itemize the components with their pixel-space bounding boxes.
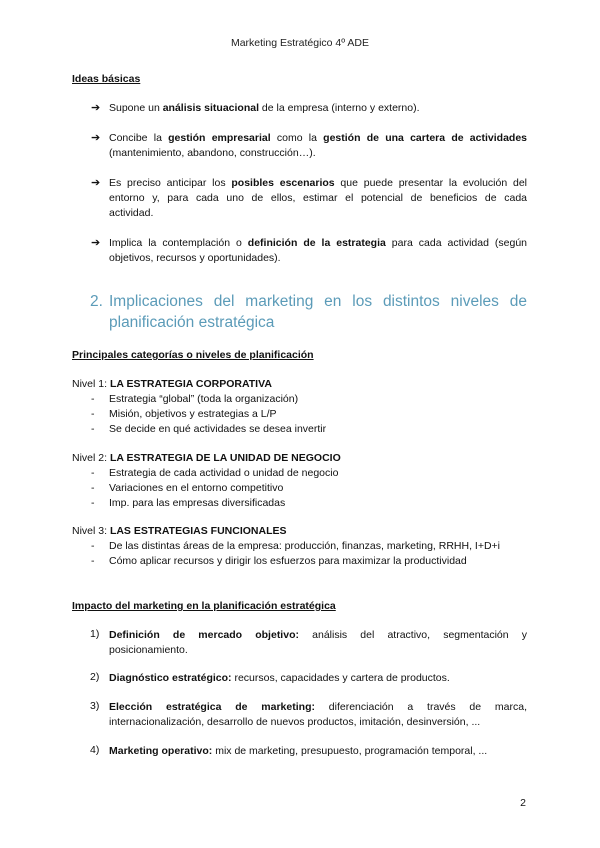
impacto-item-2: Diagnóstico estratégico: recursos, capacidades y cartera de productos. <box>109 672 450 684</box>
impacto-heading: Impacto del marketing en la planificación estratégica <box>72 600 336 612</box>
dash-icon: - <box>91 393 95 405</box>
arrow-bullet-icon: ➔ <box>91 237 101 249</box>
section-number: 2. <box>90 293 103 310</box>
list-number: 3) <box>90 700 100 712</box>
level-1-item: Se decide en qué actividades se desea invertir <box>109 423 327 435</box>
impacto-item-3: Elección estratégica de marketing: diferenciación a través de marca, internacionalización, desarrollo de nuevos productos, imitación, desinversión, ... <box>109 701 527 728</box>
level-2-item: Variaciones en el entorno competitivo <box>109 482 284 494</box>
dash-icon: - <box>91 497 95 509</box>
list-number: 4) <box>90 744 100 756</box>
level-3-title: Nivel 3: LAS ESTRATEGIAS FUNCIONALES <box>72 525 287 537</box>
idea-bullet-2: Concibe la gestión empresarial como la gestión de una cartera de actividades (mantenimiento, abandono, construcción…). <box>109 132 527 159</box>
list-number: 1) <box>90 628 100 640</box>
page-number: 2 <box>520 797 526 809</box>
level-2-item: Imp. para las empresas diversificadas <box>109 497 286 509</box>
dash-icon: - <box>91 482 95 494</box>
level-3-item: Cómo aplicar recursos y dirigir los esfuerzos para maximizar la productividad <box>109 555 467 567</box>
level-2-title: Nivel 2: LA ESTRATEGIA DE LA UNIDAD DE NEGOCIO <box>72 452 341 464</box>
arrow-bullet-icon: ➔ <box>91 102 101 114</box>
arrow-bullet-icon: ➔ <box>91 132 101 144</box>
ideas-heading: Ideas básicas <box>72 73 141 85</box>
dash-icon: - <box>91 540 95 552</box>
impacto-item-1: Definición de mercado objetivo: análisis del atractivo, segmentación y posicionamiento. <box>109 629 527 656</box>
dash-icon: - <box>91 467 95 479</box>
section-title-line-2: planificación estratégica <box>109 314 275 331</box>
arrow-bullet-icon: ➔ <box>91 177 101 189</box>
section-title-line-1: Implicaciones del marketing en los distintos niveles de <box>109 293 527 310</box>
dash-icon: - <box>91 423 95 435</box>
categorias-heading: Principales categorías o niveles de planificación <box>72 349 314 361</box>
list-number: 2) <box>90 671 100 683</box>
level-1-item: Estrategia “global” (toda la organización) <box>109 393 299 405</box>
level-1-title: Nivel 1: LA ESTRATEGIA CORPORATIVA <box>72 378 272 390</box>
dash-icon: - <box>91 408 95 420</box>
dash-icon: - <box>91 555 95 567</box>
idea-bullet-4: Implica la contemplación o definición de la estrategia para cada actividad (según objetivos, recursos y oportunidades). <box>109 237 528 264</box>
idea-bullet-1: Supone un análisis situacional de la empresa (interno y externo). <box>109 102 420 114</box>
level-2-item: Estrategia de cada actividad o unidad de negocio <box>109 467 339 479</box>
impacto-item-4: Marketing operativo: mix de marketing, presupuesto, programación temporal, ... <box>109 745 488 757</box>
level-1-item: Misión, objetivos y estrategias a L/P <box>109 408 277 420</box>
section-2-title <box>90 291 527 335</box>
level-3-item: De las distintas áreas de la empresa: producción, finanzas, marketing, RRHH, I+D+i <box>109 540 501 552</box>
idea-bullet-3: Es preciso anticipar los posibles escenarios que puede presentar la evolución del entorno y, para cada uno de ellos, estimar el potencial de beneficios de cada actividad. <box>109 177 527 219</box>
page-header: Marketing Estratégico 4º ADE <box>230 37 370 49</box>
